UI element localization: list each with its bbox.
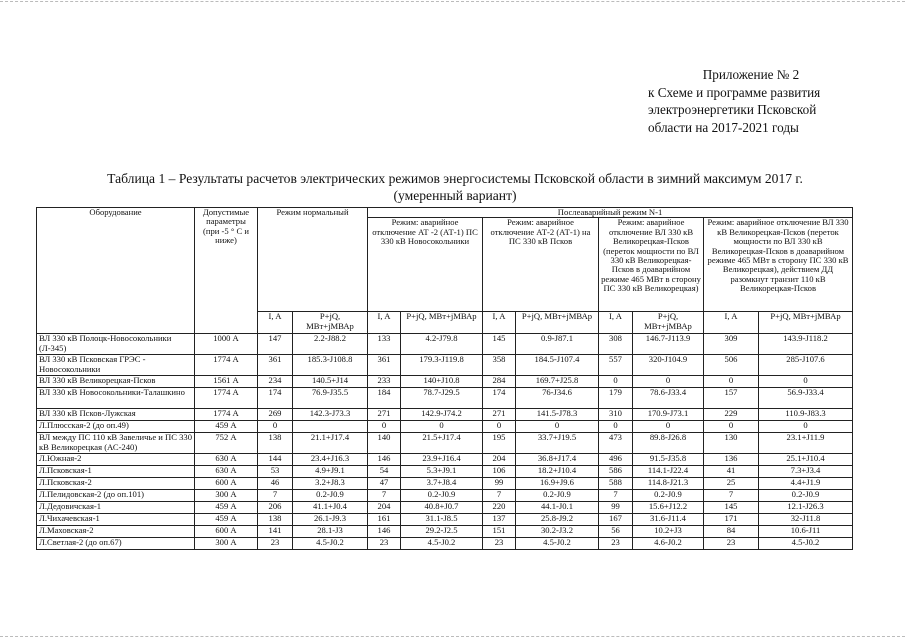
cell-adm: 459 А xyxy=(195,502,258,514)
header-permissible: Допустимые параметры (при -5 ° С и ниже) xyxy=(195,208,258,334)
cell-m4-i: 130 xyxy=(704,433,759,454)
cell-name: Л.Псковская-1 xyxy=(37,466,195,478)
cell-m3-pq: 78.6-J33.4 xyxy=(633,388,704,409)
cell-m4-i: 25 xyxy=(704,478,759,490)
cell-m4-pq: 0 xyxy=(759,376,853,388)
cell-n-pq: 185.3-J108.8 xyxy=(293,355,368,376)
cell-m4-i: 171 xyxy=(704,514,759,526)
cell-name: ВЛ 330 кВ Великорецкая-Псков xyxy=(37,376,195,388)
cell-m2-i: 137 xyxy=(483,514,516,526)
cell-m2-pq: 141.5-J78.3 xyxy=(516,409,599,421)
cell-n-pq: 2.2-J88.2 xyxy=(293,334,368,355)
results-table-body xyxy=(37,334,853,550)
header-normal-i: I, A xyxy=(258,312,293,334)
cell-n-pq: 142.3-J73.3 xyxy=(293,409,368,421)
cell-m1-i: 233 xyxy=(368,376,401,388)
scan-edge-bottom xyxy=(0,636,905,637)
header-mode-3-pq: P+jQ, МВт+jМВАр xyxy=(633,312,704,334)
cell-m3-pq: 4.6-J0.2 xyxy=(633,538,704,550)
cell-m4-pq: 56.9-J33.4 xyxy=(759,388,853,409)
cell-name: Л.Светлая-2 (до оп.67) xyxy=(37,538,195,550)
cell-name: Л.Чихачевская-1 xyxy=(37,514,195,526)
table-row xyxy=(37,490,853,502)
cell-n-pq: 0.2-J0.9 xyxy=(293,490,368,502)
cell-m3-i: 23 xyxy=(599,538,633,550)
cell-adm: 1000 А xyxy=(195,334,258,355)
cell-m3-pq: 10.2+J3 xyxy=(633,526,704,538)
cell-m2-pq: 44.1-J0.1 xyxy=(516,502,599,514)
table-row xyxy=(37,454,853,466)
cell-m4-i: 0 xyxy=(704,421,759,433)
cell-m4-i: 0 xyxy=(704,376,759,388)
cell-m4-i: 7 xyxy=(704,490,759,502)
cell-m2-i: 7 xyxy=(483,490,516,502)
cell-m2-i: 145 xyxy=(483,334,516,355)
table-row xyxy=(37,502,853,514)
scan-edge-top xyxy=(0,1,905,2)
appendix-line-1: Приложение № 2 xyxy=(702,67,800,82)
cell-m3-i: 308 xyxy=(599,334,633,355)
table-row xyxy=(37,376,853,388)
cell-adm: 630 А xyxy=(195,466,258,478)
cell-n-i: 138 xyxy=(258,514,293,526)
cell-n-pq xyxy=(293,421,368,433)
cell-m1-i: 7 xyxy=(368,490,401,502)
appendix-line-2: к Схеме и программе развития xyxy=(648,84,821,100)
cell-m2-i: 358 xyxy=(483,355,516,376)
header-normal-pq: P+jQ, МВт+jМВАр xyxy=(293,312,368,334)
appendix-heading xyxy=(648,66,838,136)
cell-m3-pq: 0 xyxy=(633,421,704,433)
table-row xyxy=(37,514,853,526)
cell-n-i: 141 xyxy=(258,526,293,538)
header-mode-2-pq: P+jQ, МВт+jМВАр xyxy=(516,312,599,334)
cell-m1-pq: 40.8+J0.7 xyxy=(401,502,483,514)
cell-n-pq: 3.2+J8.3 xyxy=(293,478,368,490)
cell-m4-pq: 23.1+J11.9 xyxy=(759,433,853,454)
cell-adm: 459 А xyxy=(195,514,258,526)
cell-m2-i: 174 xyxy=(483,388,516,409)
cell-name: Л.Пелидовская-2 (до оп.101) xyxy=(37,490,195,502)
cell-m1-pq: 31.1-J8.5 xyxy=(401,514,483,526)
cell-name: ВЛ 330 кВ Новосокольники-Талашкино xyxy=(37,388,195,409)
header-mode-2-i: I, A xyxy=(483,312,516,334)
cell-n-i: 138 xyxy=(258,433,293,454)
cell-m3-pq: 91.5-J35.8 xyxy=(633,454,704,466)
table-row xyxy=(37,526,853,538)
cell-n-i: 206 xyxy=(258,502,293,514)
cell-m4-pq: 0.2-J0.9 xyxy=(759,490,853,502)
header-mode-3-i: I, A xyxy=(599,312,633,334)
cell-m4-pq: 285-J107.6 xyxy=(759,355,853,376)
cell-m4-i: 157 xyxy=(704,388,759,409)
cell-n-i: 234 xyxy=(258,376,293,388)
cell-name: ВЛ 330 кВ Псковская ГРЭС - Новосокольники xyxy=(37,355,195,376)
header-mode-2: Режим: аварийное отключение АТ-2 (АТ-1) на ПС 330 кВ Псков xyxy=(483,218,599,312)
cell-m2-pq: 0 xyxy=(516,421,599,433)
cell-name: ВЛ 330 кВ Псков-Лужская xyxy=(37,409,195,421)
cell-m3-pq: 0 xyxy=(633,376,704,388)
cell-adm: 300 А xyxy=(195,490,258,502)
table-row xyxy=(37,355,853,376)
header-equipment: Оборудование xyxy=(37,208,195,334)
cell-name: Л.Южная-2 xyxy=(37,454,195,466)
cell-m4-i: 84 xyxy=(704,526,759,538)
table-row xyxy=(37,421,853,433)
cell-n-i: 7 xyxy=(258,490,293,502)
cell-n-i: 144 xyxy=(258,454,293,466)
cell-adm: 1774 А xyxy=(195,355,258,376)
cell-n-i: 23 xyxy=(258,538,293,550)
cell-n-i: 269 xyxy=(258,409,293,421)
cell-n-i: 46 xyxy=(258,478,293,490)
cell-n-pq: 4.9+J9.1 xyxy=(293,466,368,478)
cell-m2-i: 284 xyxy=(483,376,516,388)
cell-m3-pq: 31.6-J11.4 xyxy=(633,514,704,526)
cell-adm: 459 А xyxy=(195,421,258,433)
cell-m4-i: 506 xyxy=(704,355,759,376)
cell-m2-i: 195 xyxy=(483,433,516,454)
cell-m4-pq: 10.6-J11 xyxy=(759,526,853,538)
cell-m2-pq: 169.7+J25.8 xyxy=(516,376,599,388)
cell-m3-pq: 170.9-J73.1 xyxy=(633,409,704,421)
cell-m2-i: 106 xyxy=(483,466,516,478)
header-mode-4-pq: P+jQ, МВт+jМВАр xyxy=(759,312,853,334)
header-post-emergency: Послеаварийный режим N-1 xyxy=(368,208,853,218)
cell-m2-pq: 76-J34.6 xyxy=(516,388,599,409)
header-mode-4: Режим: аварийное отключение ВЛ 330 кВ Великорецкая-Псков (переток мощности по ВЛ 330 кВ Великорецкая-Псков в доаварийном режиме 465 МВт в сторону ПС 330 кВ Великорецкая), действием ДД разомкнут транзит 110 кВ Великорецкая-Псков xyxy=(704,218,853,312)
cell-m3-pq: 146.7-J113.9 xyxy=(633,334,704,355)
cell-n-i: 361 xyxy=(258,355,293,376)
table-row xyxy=(37,433,853,454)
header-normal-mode: Режим нормальный xyxy=(258,208,368,312)
cell-name: Л.Псковская-2 xyxy=(37,478,195,490)
cell-m2-pq: 30.2-J3.2 xyxy=(516,526,599,538)
header-mode-1-i: I, A xyxy=(368,312,401,334)
cell-m3-pq: 114.1-J22.4 xyxy=(633,466,704,478)
cell-adm: 600 А xyxy=(195,526,258,538)
cell-m4-i: 309 xyxy=(704,334,759,355)
cell-m3-i: 0 xyxy=(599,376,633,388)
cell-m4-pq: 32-J11.8 xyxy=(759,514,853,526)
cell-m1-i: 47 xyxy=(368,478,401,490)
cell-m3-pq: 0.2-J0.9 xyxy=(633,490,704,502)
cell-m1-i: 184 xyxy=(368,388,401,409)
header-mode-1-pq: P+jQ, МВт+jМВАр xyxy=(401,312,483,334)
cell-n-pq: 23.4+J16.3 xyxy=(293,454,368,466)
cell-m1-i: 161 xyxy=(368,514,401,526)
cell-n-pq: 28.1-J3 xyxy=(293,526,368,538)
cell-m1-i: 0 xyxy=(368,421,401,433)
cell-m2-pq: 36.8+J17.4 xyxy=(516,454,599,466)
cell-m3-i: 56 xyxy=(599,526,633,538)
cell-adm: 300 А xyxy=(195,538,258,550)
cell-m2-pq: 0.2-J0.9 xyxy=(516,490,599,502)
cell-n-i: 53 xyxy=(258,466,293,478)
cell-m2-pq: 16.9+J9.6 xyxy=(516,478,599,490)
cell-m1-pq: 179.3-J119.8 xyxy=(401,355,483,376)
cell-m1-pq: 3.7+J8.4 xyxy=(401,478,483,490)
cell-m3-pq: 89.8-J26.8 xyxy=(633,433,704,454)
cell-m1-pq: 21.5+J17.4 xyxy=(401,433,483,454)
cell-n-pq: 140.5+J14 xyxy=(293,376,368,388)
cell-m3-i: 179 xyxy=(599,388,633,409)
cell-m3-i: 310 xyxy=(599,409,633,421)
cell-n-i: 174 xyxy=(258,388,293,409)
cell-m1-pq: 78.7-J29.5 xyxy=(401,388,483,409)
cell-name: Л.Дедовичская-1 xyxy=(37,502,195,514)
table-row xyxy=(37,466,853,478)
cell-n-pq: 21.1+J17.4 xyxy=(293,433,368,454)
cell-m4-pq: 7.3+J3.4 xyxy=(759,466,853,478)
table-row xyxy=(37,388,853,409)
cell-m1-i: 133 xyxy=(368,334,401,355)
header-mode-3: Режим: аварийное отключение ВЛ 330 кВ Великорецкая-Псков (переток мощности по ВЛ 330 кВ Великорецкая-Псков в доаварийном режиме 465 МВт в сторону ПС 330 кВ Великорецкая) xyxy=(599,218,704,312)
cell-adm: 1561 А xyxy=(195,376,258,388)
cell-m1-i: 146 xyxy=(368,454,401,466)
cell-m2-pq: 18.2+J10.4 xyxy=(516,466,599,478)
cell-m2-i: 99 xyxy=(483,478,516,490)
cell-m2-pq: 0.9-J87.1 xyxy=(516,334,599,355)
cell-m3-i: 167 xyxy=(599,514,633,526)
cell-adm: 630 А xyxy=(195,454,258,466)
cell-m1-i: 54 xyxy=(368,466,401,478)
cell-m2-pq: 4.5-J0.2 xyxy=(516,538,599,550)
cell-name: ВЛ между ПС 110 кВ Завеличье и ПС 330 кВ Великорецкая (АС-240) xyxy=(37,433,195,454)
cell-m4-pq: 12.1-J26.3 xyxy=(759,502,853,514)
cell-n-pq: 4.5-J0.2 xyxy=(293,538,368,550)
cell-n-i: 147 xyxy=(258,334,293,355)
cell-m3-i: 496 xyxy=(599,454,633,466)
cell-m1-pq: 0 xyxy=(401,421,483,433)
cell-n-pq: 41.1+J0.4 xyxy=(293,502,368,514)
cell-m2-pq: 25.8-J9.2 xyxy=(516,514,599,526)
cell-m3-pq: 15.6+J12.2 xyxy=(633,502,704,514)
cell-m2-i: 220 xyxy=(483,502,516,514)
cell-m4-pq: 4.5-J0.2 xyxy=(759,538,853,550)
cell-m4-pq: 143.9-J118.2 xyxy=(759,334,853,355)
cell-m1-i: 23 xyxy=(368,538,401,550)
cell-m4-i: 145 xyxy=(704,502,759,514)
cell-m2-i: 0 xyxy=(483,421,516,433)
cell-m1-pq: 4.5-J0.2 xyxy=(401,538,483,550)
table-title-line-1: Таблица 1 – Результаты расчетов электрических режимов энергосистемы Псковской области в зимний максимум 2017 г. xyxy=(107,171,803,186)
cell-m2-pq: 33.7+J19.5 xyxy=(516,433,599,454)
cell-m3-pq: 320-J104.9 xyxy=(633,355,704,376)
cell-m4-pq: 110.9-J83.3 xyxy=(759,409,853,421)
cell-m3-i: 586 xyxy=(599,466,633,478)
table-title-line-2: (умеренный вариант) xyxy=(393,188,517,203)
table-row xyxy=(37,334,853,355)
table-title xyxy=(40,170,870,204)
cell-m1-pq: 0.2-J0.9 xyxy=(401,490,483,502)
cell-m1-i: 271 xyxy=(368,409,401,421)
cell-n-i: 0 xyxy=(258,421,293,433)
cell-m2-pq: 184.5-J107.4 xyxy=(516,355,599,376)
appendix-line-4: области на 2017-2021 годы xyxy=(648,119,799,135)
table-row xyxy=(37,538,853,550)
cell-m2-i: 151 xyxy=(483,526,516,538)
cell-m3-i: 557 xyxy=(599,355,633,376)
cell-m2-i: 23 xyxy=(483,538,516,550)
cell-n-pq: 26.1-J9.3 xyxy=(293,514,368,526)
cell-adm: 752 А xyxy=(195,433,258,454)
cell-m3-pq: 114.8-J21.3 xyxy=(633,478,704,490)
cell-name: Л.Маховская-2 xyxy=(37,526,195,538)
header-mode-4-i: I, A xyxy=(704,312,759,334)
cell-m3-i: 0 xyxy=(599,421,633,433)
cell-m2-i: 204 xyxy=(483,454,516,466)
cell-m4-pq: 25.1+J10.4 xyxy=(759,454,853,466)
cell-m1-pq: 142.9-J74.2 xyxy=(401,409,483,421)
cell-m4-pq: 0 xyxy=(759,421,853,433)
cell-m1-pq: 140+J10.8 xyxy=(401,376,483,388)
cell-m4-i: 136 xyxy=(704,454,759,466)
cell-adm: 1774 А xyxy=(195,409,258,421)
cell-m1-pq: 5.3+J9.1 xyxy=(401,466,483,478)
cell-m2-i: 271 xyxy=(483,409,516,421)
cell-m1-i: 146 xyxy=(368,526,401,538)
cell-m1-i: 140 xyxy=(368,433,401,454)
cell-m1-pq: 4.2-J79.8 xyxy=(401,334,483,355)
cell-m3-i: 7 xyxy=(599,490,633,502)
cell-m1-i: 204 xyxy=(368,502,401,514)
table-row xyxy=(37,478,853,490)
cell-m4-i: 23 xyxy=(704,538,759,550)
cell-m3-i: 588 xyxy=(599,478,633,490)
cell-m1-pq: 29.2-J2.5 xyxy=(401,526,483,538)
table-row xyxy=(37,409,853,421)
cell-m3-i: 473 xyxy=(599,433,633,454)
results-table xyxy=(36,207,853,550)
cell-m3-i: 99 xyxy=(599,502,633,514)
cell-m4-i: 41 xyxy=(704,466,759,478)
cell-m1-i: 361 xyxy=(368,355,401,376)
appendix-line-3: электроэнергетики Псковской xyxy=(648,102,817,117)
cell-m1-pq: 23.9+J16.4 xyxy=(401,454,483,466)
cell-n-pq: 76.9-J35.5 xyxy=(293,388,368,409)
cell-adm: 600 А xyxy=(195,478,258,490)
cell-adm: 1774 А xyxy=(195,388,258,409)
cell-m4-pq: 4.4+J1.9 xyxy=(759,478,853,490)
cell-name: Л.Плюсская-2 (до оп.49) xyxy=(37,421,195,433)
cell-m4-i: 229 xyxy=(704,409,759,421)
cell-name: ВЛ 330 кВ Полоцк-Новосокольники (Л-345) xyxy=(37,334,195,355)
header-mode-1: Режим: аварийное отключение АТ -2 (АТ-1) ПС 330 кВ Новосокольники xyxy=(368,218,483,312)
